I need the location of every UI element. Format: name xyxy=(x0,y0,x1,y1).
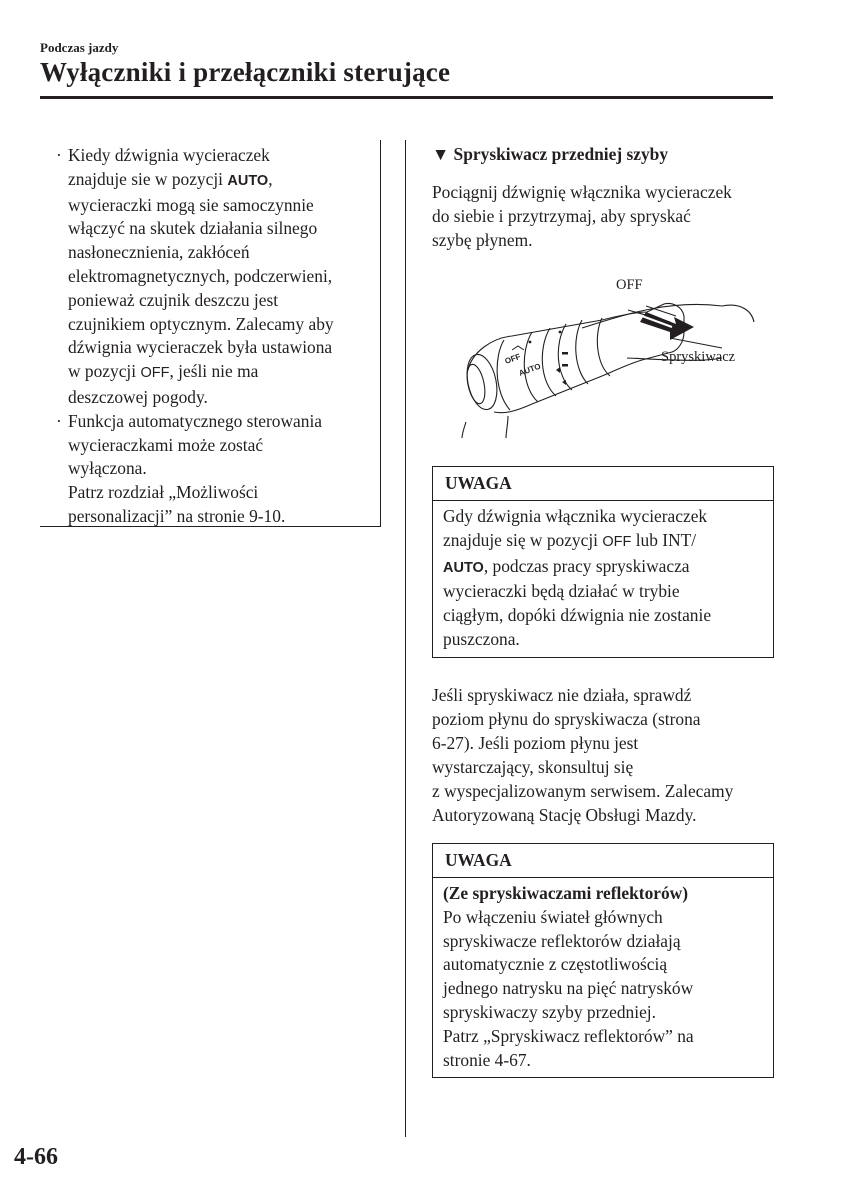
auto-position-label: AUTO xyxy=(443,559,484,576)
note-line: deszczowej pogody. xyxy=(68,386,208,407)
note-line: dźwignia wycieraczek była ustawiona xyxy=(68,337,333,358)
caution-line xyxy=(443,529,763,555)
check-line: z wyspecjalizowanym serwisem. Zalecamy xyxy=(432,781,734,801)
note-line: wycieraczkami może zostać xyxy=(68,434,264,455)
note-line: elektromagnetycznych, podczerwieni, xyxy=(68,265,333,286)
auto-position-label: AUTO xyxy=(227,172,269,189)
note-text: , xyxy=(268,168,273,189)
caution-text: znajduje się w pozycji xyxy=(443,529,603,550)
caution-line: Gdy dźwignia włącznika wycieraczek xyxy=(443,506,708,526)
caution-line: jednego natrysku na pięć natrysków xyxy=(443,978,694,999)
caution-text: , podczas pracy spryskiwacza xyxy=(483,555,690,576)
check-line: 6-27). Jeśli poziom płynu jest xyxy=(432,733,639,753)
wiper-lever-illustration xyxy=(432,272,774,440)
note-text: znajduje sie w pozycji xyxy=(68,168,228,189)
note-line xyxy=(68,168,334,194)
note-list xyxy=(56,144,334,529)
caution-box-continuous xyxy=(432,466,774,658)
off-callout-label: OFF xyxy=(616,277,643,293)
note-line xyxy=(68,360,334,386)
washer-check-text xyxy=(432,683,733,827)
caution-line: spryskiwacze reflektorów działają xyxy=(443,930,681,951)
washer-heading: ▼ Spryskiwacz przedniej szyby xyxy=(432,144,669,164)
bullet: · xyxy=(56,145,62,165)
note-item-auto xyxy=(56,144,334,410)
caution-subtitle: (Ze spryskiwaczami reflektorów) xyxy=(443,883,689,903)
note-item-auto-disable xyxy=(56,410,334,529)
note-text: w pozycji xyxy=(68,361,141,382)
intro-line: do siebie i przytrzymaj, aby spryskać xyxy=(432,206,691,226)
washer-intro xyxy=(432,180,732,252)
caution-body xyxy=(433,501,773,657)
note-line: personalizacji” na stronie 9-10. xyxy=(68,505,286,526)
intro-line: Pociągnij dźwignię włącznika wycieraczek xyxy=(432,182,732,202)
note-text: , jeśli nie ma xyxy=(169,361,259,382)
page-number: 4-66 xyxy=(14,1144,58,1170)
caution-line: automatycznie z częstotliwością xyxy=(443,954,668,975)
check-line: Autoryzowaną Stację Obsługi Mazdy. xyxy=(432,805,697,825)
caution-line: ciągłym, dopóki dźwignia nie zostanie xyxy=(443,605,712,626)
note-line: nasłonecznienia, zakłóceń xyxy=(68,242,250,263)
page-title: Wyłączniki i przełączniki sterujące xyxy=(40,57,451,87)
caution-box-headlamp xyxy=(432,843,774,1078)
check-line: Jeśli spryskiwacz nie działa, sprawdź xyxy=(432,685,692,705)
caution-line: stronie 4-67. xyxy=(443,1049,531,1070)
caution-line: puszczona. xyxy=(443,628,520,649)
note-line: Kiedy dźwignia wycieraczek xyxy=(68,145,270,165)
off-position-label: OFF xyxy=(602,533,632,550)
check-line: wystarczający, skonsultuj się xyxy=(432,757,634,777)
section-label: Podczas jazdy xyxy=(40,40,119,55)
caution-title: UWAGA xyxy=(433,844,773,878)
note-line: wyłączona. xyxy=(68,458,147,479)
column-divider xyxy=(405,140,406,1137)
note-line: Funkcja automatycznego sterowania xyxy=(68,410,323,431)
caution-line: wycieraczki będą działać w trybie xyxy=(443,581,680,602)
caution-line: Po włączeniu świateł głównych xyxy=(443,906,663,927)
note-line: wycieraczki mogą sie samoczynnie xyxy=(68,194,314,215)
note-line: ponieważ czujnik deszczu jest xyxy=(68,289,279,310)
caution-body xyxy=(433,878,773,1077)
off-position-label: OFF xyxy=(140,365,170,382)
washer-callout-label: Spryskiwacz xyxy=(661,349,736,365)
title-rule xyxy=(40,96,773,99)
note-line: włączyć na skutek działania silnego xyxy=(68,218,318,239)
caution-line: spryskiwaczy szyby przedniej. xyxy=(443,1001,656,1022)
check-line: poziom płynu do spryskiwacza (strona xyxy=(432,709,701,729)
caution-title: UWAGA xyxy=(433,467,773,501)
intro-line: szybę płynem. xyxy=(432,230,533,250)
bullet: · xyxy=(56,410,62,431)
caution-text: lub INT/ xyxy=(631,529,697,550)
ring-off-label: OFF xyxy=(503,351,522,366)
ring-auto-label: AUTO xyxy=(517,361,542,378)
left-note-box xyxy=(40,140,381,527)
note-line: Patrz rozdział „Możliwości xyxy=(68,482,259,503)
note-line: czujnikiem optycznym. Zalecamy aby xyxy=(68,313,334,334)
caution-line xyxy=(443,555,763,581)
caution-line: Patrz „Spryskiwacz reflektorów” na xyxy=(443,1025,694,1046)
